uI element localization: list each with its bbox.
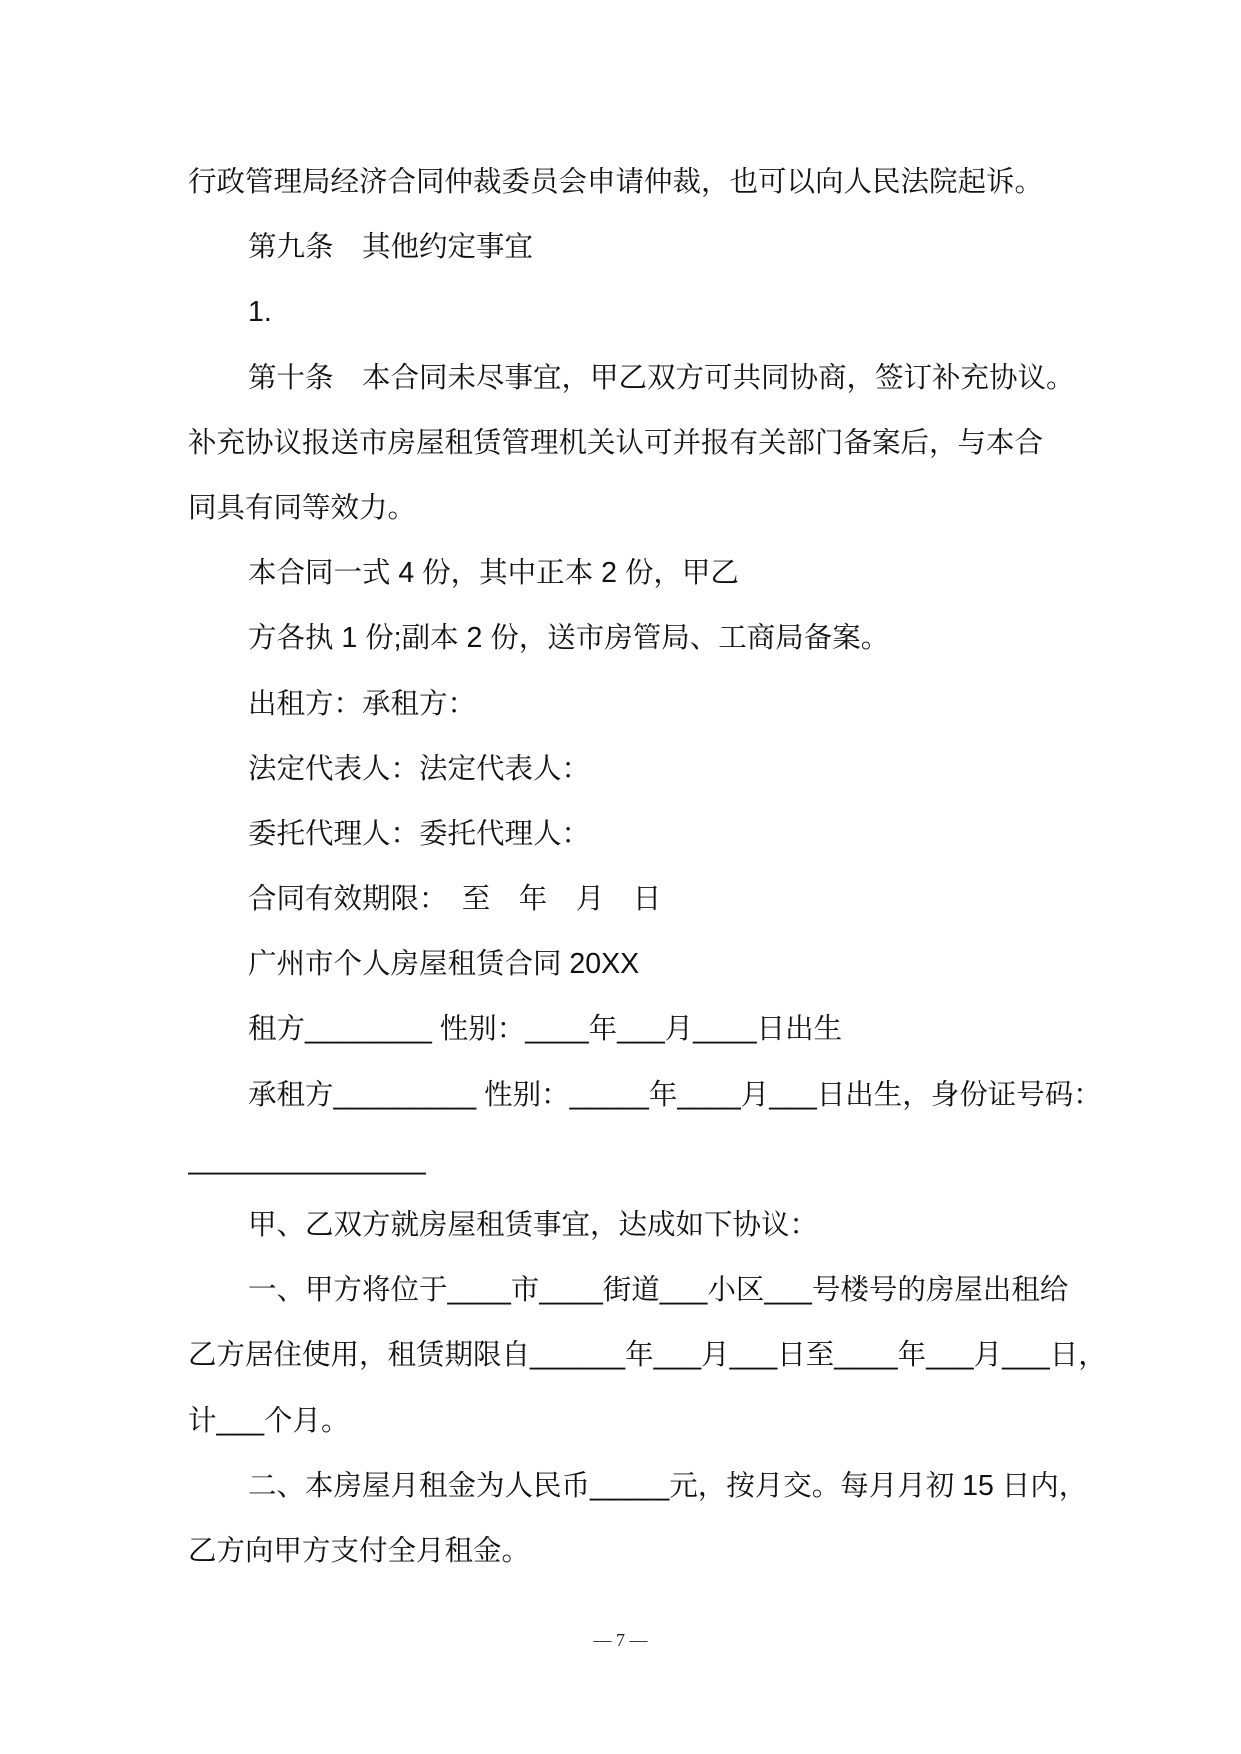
copies-clause: 本合同一式 4 份，其中正本 2 份，甲乙 [248,557,739,590]
contract-title: 广州市个人房屋租赁合同 20XX [248,948,640,981]
lessee-info-line: 承租方_________ 性别：_____年____月___日出生，身份证号码： [248,1078,1102,1111]
id-number-blank-line: _______________ [188,1143,426,1176]
clause-1-text-end: 计___个月。 [188,1404,350,1437]
copies-clause-continued: 方各执 1 份;副本 2 份，送市房管局、工商局备案。 [248,622,890,655]
article-10-text-end: 同具有同等效力。 [188,491,417,524]
article-9-item-1: 1. [248,296,272,329]
clause-2-text: 二、本房屋月租金为人民币_____元，按月交。每月月初 15 日内， [248,1469,1088,1502]
article-9-heading: 第九条 其他约定事宜 [248,231,534,264]
legal-representative-line: 法定代表人：法定代表人： [248,752,591,785]
arbitration-clause-continuation: 行政管理局经济合同仲裁委员会申请仲裁，也可以向人民法院起诉。 [188,166,1044,198]
authorized-agent-line: 委托代理人：委托代理人： [248,817,591,850]
clause-2-text-end: 乙方向甲方支付全月租金。 [188,1534,531,1567]
article-10-text: 第十条 本合同未尽事宜，甲乙双方可共同协商，签订补充协议。 [248,361,1075,394]
article-10-text-continued: 补充协议报送市房屋租赁管理机关认可并报有关部门备案后，与本合 [188,426,1044,459]
clause-1-text-continued: 乙方居住使用，租赁期限自______年___月___日至____年___月___日， [188,1339,1107,1372]
page-number: — 7 — [593,1630,648,1650]
clause-1-text: 一、甲方将位于____市____街道___小区___号楼号的房屋出租给 [248,1274,1069,1307]
contract-validity-line: 合同有效期限： 至 年 月 日 [248,883,662,916]
lessor-info-line: 租方________ 性别：____年___月____日出生 [248,1013,843,1046]
agreement-intro-line: 甲、乙双方就房屋租赁事宜，达成如下协议： [248,1209,819,1241]
document-body [188,150,1148,1584]
signatory-parties-line: 出租方：承租方： [248,687,477,720]
